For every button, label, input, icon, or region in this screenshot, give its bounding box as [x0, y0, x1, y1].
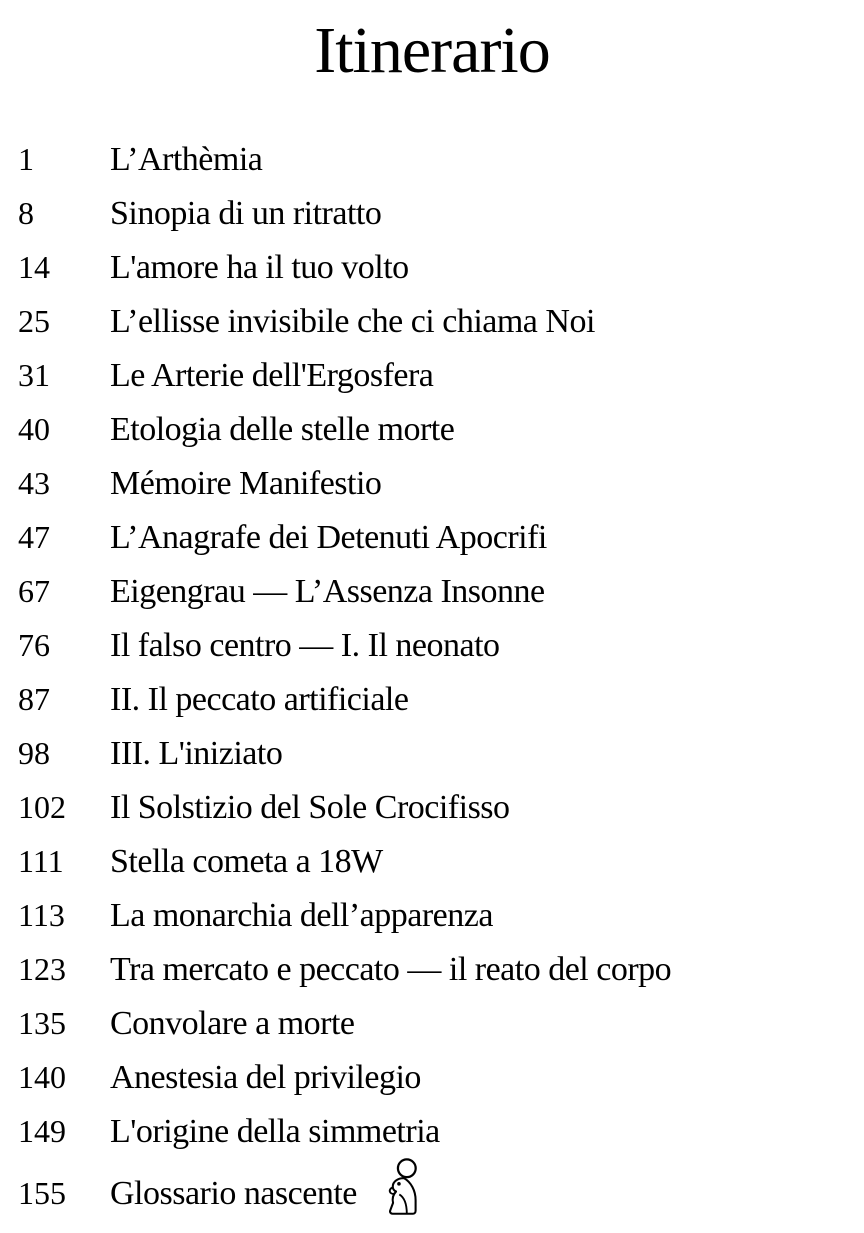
toc-page-number: 113: [18, 897, 65, 933]
toc-entry: [0, 294, 864, 348]
toc-entry-title: Il Solstizio del Sole Crocifisso: [110, 789, 510, 826]
toc-page-number: 1: [18, 141, 34, 177]
toc-entry: [0, 726, 864, 780]
toc-entry-title: Convolare a morte: [110, 1005, 355, 1042]
toc-page-number: 25: [18, 303, 50, 339]
toc-entry-title: III. L'iniziato: [110, 735, 283, 772]
toc-list: [0, 132, 864, 1212]
toc-entry: [0, 834, 864, 888]
toc-page-number: 98: [18, 735, 50, 771]
toc-entry-title: II. Il peccato artificiale: [110, 681, 409, 718]
toc-page-number: 76: [18, 627, 50, 663]
toc-page-number: 31: [18, 357, 50, 393]
toc-entry-title: Stella cometa a 18W: [110, 843, 383, 880]
toc-entry-title: L’ellisse invisibile che ci chiama Noi: [110, 303, 595, 340]
toc-entry-title: Sinopia di un ritratto: [110, 195, 382, 232]
toc-page-number: 111: [18, 843, 64, 879]
toc-entry: [0, 1050, 864, 1104]
toc-entry-title: Anestesia del privilegio: [110, 1059, 421, 1096]
falcon-sun-disk-hieroglyph-icon: [383, 1158, 425, 1233]
toc-page-number: 102: [18, 789, 66, 825]
toc-page-number: 155: [18, 1175, 66, 1211]
toc-entry: [0, 402, 864, 456]
page-title: Itinerario: [314, 14, 550, 87]
toc-entry: [0, 942, 864, 996]
toc-page-number: 14: [18, 249, 50, 285]
toc-entry-title: L'amore ha il tuo volto: [110, 249, 409, 286]
toc-entry: [0, 348, 864, 402]
toc-page-number: 149: [18, 1113, 66, 1149]
toc-entry-title: Etologia delle stelle morte: [110, 411, 455, 448]
toc-entry-title: Le Arterie dell'Ergosfera: [110, 357, 434, 394]
toc-entry: [0, 618, 864, 672]
toc-entry: [0, 564, 864, 618]
toc-page-number: 40: [18, 411, 50, 447]
toc-entry: [0, 1158, 864, 1212]
toc-entry: [0, 132, 864, 186]
toc-entry-title: Eigengrau — L’Assenza Insonne: [110, 573, 545, 610]
toc-page-number: 47: [18, 519, 50, 555]
toc-entry: [0, 240, 864, 294]
toc-page-number: 67: [18, 573, 50, 609]
toc-entry: [0, 996, 864, 1050]
toc-entry-title: La monarchia dell’apparenza: [110, 897, 493, 934]
toc-entry: [0, 672, 864, 726]
toc-entry: [0, 456, 864, 510]
toc-page-number: 43: [18, 465, 50, 501]
toc-page-number: 140: [18, 1059, 66, 1095]
toc-entry: [0, 1104, 864, 1158]
toc-entry-title: Il falso centro — I. Il neonato: [110, 627, 500, 664]
toc-entry: [0, 780, 864, 834]
toc-entry: [0, 186, 864, 240]
toc-entry-title: Mémoire Manifestio: [110, 465, 382, 502]
toc-entry: [0, 888, 864, 942]
toc-entry-title: Tra mercato e peccato — il reato del corpo: [110, 951, 672, 988]
toc-page-number: 8: [18, 195, 34, 231]
toc-page-number: 123: [18, 951, 66, 987]
toc-entry-title: Glossario nascente: [110, 1175, 357, 1212]
toc-entry-title: L'origine della simmetria: [110, 1113, 440, 1150]
toc-entry-title: L’Anagrafe dei Detenuti Apocrifi: [110, 519, 547, 556]
toc-entry-title: L’Arthèmia: [110, 141, 263, 178]
toc-page-number: 87: [18, 681, 50, 717]
toc-entry: [0, 510, 864, 564]
toc-page-number: 135: [18, 1005, 66, 1041]
